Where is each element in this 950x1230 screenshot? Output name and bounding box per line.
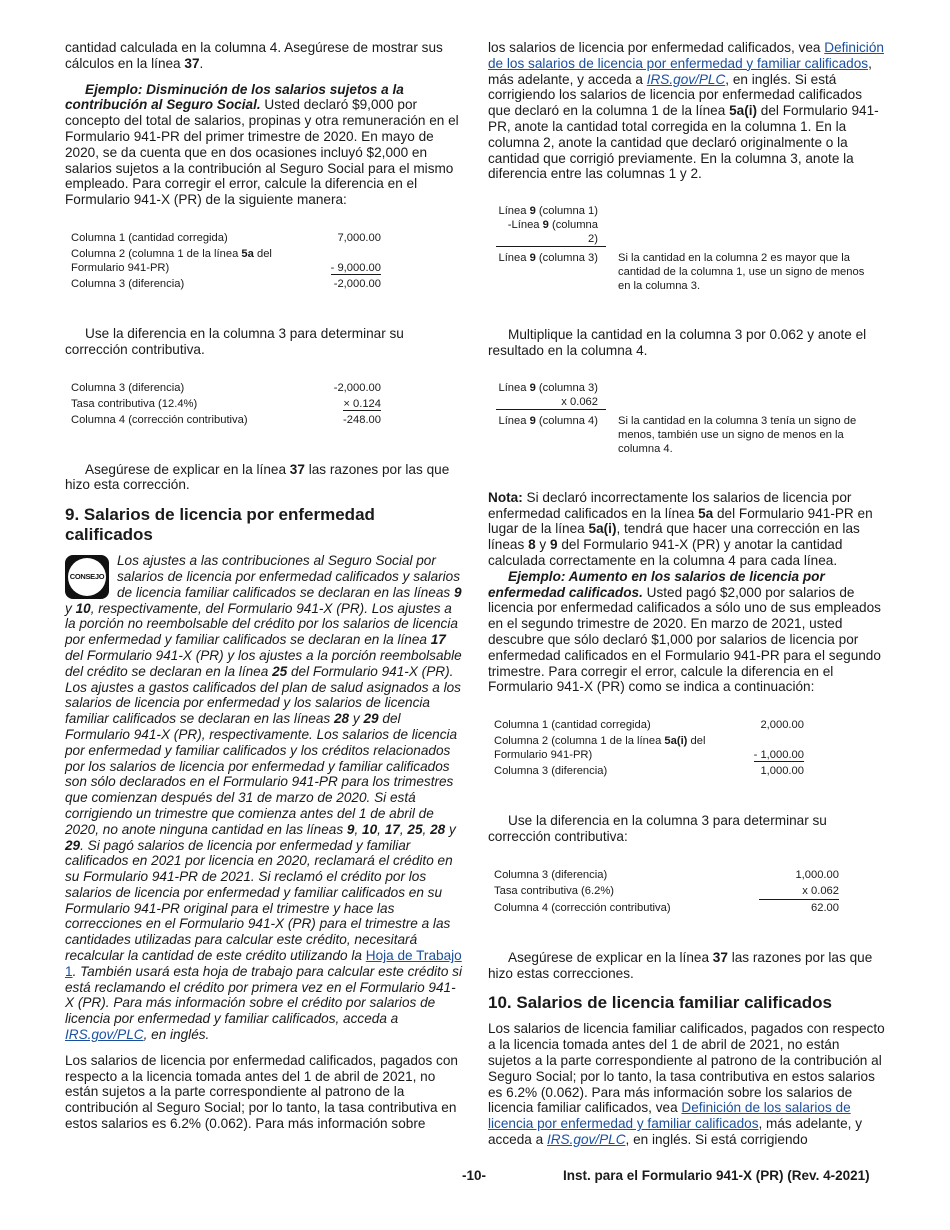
- example-decrease: Ejemplo: Disminución de los salarios sujetos a la contribución al Seguro Social. Usted declaró $9,000 por concepto del total de salarios, propinas y otra remuneración en el Formulario 941-PR del primer trimestre de 2020. En mayo de 2020, se da cuenta que en dos ocasiones incluyó $2,000 en salarios sujetos a la contribución al Seguro Social para el mismo empleado. Para corregir el error, calcule la diferencia en el Formulario 941-X (PR) de la siguiente manera:: [65, 81, 459, 208]
- table-row: Columna 3 (diferencia) -2,000.00: [71, 277, 381, 290]
- table-row: Columna 1 (cantidad corregida) 7,000.00: [71, 231, 381, 244]
- irs-plc-link[interactable]: IRS.gov/PLC: [546, 1131, 626, 1147]
- left-column: [65, 40, 462, 1132]
- table-row: Columna 2 (columna 1 de la línea 5a del Formulario 941-PR) - 9,000.00: [71, 247, 381, 274]
- right-column: [488, 40, 886, 1148]
- table-row: Columna 4 (corrección contributiva) 62.00: [494, 901, 839, 914]
- paragraph-explain-37: Asegúrese de explicar en la línea 37 las razones por las que hizo esta corrección.: [65, 461, 450, 493]
- line-9-subtraction-note: Línea 9 (columna 1) -Línea 9 (columna 2) Línea 9 (columna 3) Si la cantidad en la columna 2 es mayor que la cantidad de la columna 1, use un signo de menos en la columna 3.: [488, 204, 886, 293]
- paragraph-family-leave: Los salarios de licencia familiar calificados, pagados con respecto a la licencia tomada antes del 1 de abril de 2021, no están sujetos a la parte correspondiente al patrono de la contribución al Seguro Social; por lo tanto, la tasa contributiva en estos salarios es 6.2% (0.062). Para más información sobre los salarios de licencia familiar calificados, vea Definición de los salarios de licencia por enfermedad y familiar calificados, más adelante, y acceda a IRS.gov/PLC, en inglés. Si está corrigiendo: [488, 1021, 885, 1147]
- paragraph-sick-leave-def: los salarios de licencia por enfermedad calificados, vea Definición de los salarios de licencia por enfermedad y familiar calificados, más adelante, y acceda a IRS.gov/PLC, en inglés. Si está corrigiendo los salarios de licencia por enfermedad calificados que declaró en la columna 1 de la línea 5a(i) del Formulario 941-PR, anote la cantidad total corregida en la columna 1. En la columna 2, anote la cantidad que declaró originalmente o la cantidad que corrigió previamente. En la columna 3, anote la diferencia entre las columnas 1 y 2.: [488, 40, 884, 182]
- table-row: Columna 2 (columna 1 de la línea 5a(i) del Formulario 941-PR) - 1,000.00: [494, 735, 804, 762]
- definition-link[interactable]: Definición de los salarios de licencia por enfermedad y familiar calificados: [488, 1100, 851, 1132]
- calc-table-3: [494, 717, 804, 779]
- example-title: Ejemplo: Aumento en los salarios de licencia por enfermedad calificados.: [488, 568, 825, 600]
- table-row: Columna 3 (diferencia) 1,000.00: [494, 765, 804, 778]
- calc-table-1: [71, 230, 381, 292]
- footer-title: Inst. para el Formulario 941-X (PR) (Rev. 4-2021): [563, 1168, 870, 1183]
- irs-plc-link[interactable]: IRS.gov/PLC: [65, 1027, 144, 1043]
- tip-block: [65, 553, 462, 1043]
- worksheet-1-link[interactable]: Hoja de Trabajo 1: [65, 948, 462, 979]
- table-row: Columna 1 (cantidad corregida) 2,000.00: [494, 719, 804, 732]
- example-title: Ejemplo: Disminución de los salarios sujetos a la contribución al Seguro Social.: [65, 81, 404, 113]
- tip-icon: CONSEJO: [65, 555, 109, 599]
- paragraph-sick-leave-rate: Los salarios de licencia por enfermedad calificados, pagados con respecto a la licencia tomada antes del 1 de abril de 2021, no están sujetos a la parte correspondiente al patrono de la contribución al Seguro Social; por lo tanto, la tasa contributiva en estos salarios es 6.2% (0.062). Para más información sobre: [65, 1052, 458, 1132]
- line-9-multiply-note: Línea 9 (columna 3) x 0.062 Línea 9 (columna 4) Si la cantidad en la columna 3 tenía un signo de menos, también use un signo de menos en la columna 4.: [488, 381, 886, 456]
- paragraph-intro: cantidad calculada en la columna 4. Asegúrese de mostrar sus cálculos en la línea 37.: [65, 40, 443, 71]
- paragraph-use-difference: Use la diferencia en la columna 3 para determinar su corrección contributiva.: [65, 325, 404, 357]
- note-paragraph: Nota: Si declaró incorrectamente los salarios de licencia por enfermedad calificados en la línea 5a del Formulario 941-PR en lugar de la línea 5a(i), tendrá que hacer una corrección en las líneas 8 y 9 del Formulario 941-X (PR) y anotar la cantidad calculada correctamente en la columna 4 para cada línea.: [488, 489, 873, 568]
- paragraph-multiply: Multiplique la cantidad en la columna 3 por 0.062 y anote el resultado en la columna 4.: [488, 327, 867, 358]
- table-row: Columna 4 (corrección contributiva) -248.00: [71, 413, 381, 426]
- example-increase: Ejemplo: Aumento en los salarios de licencia por enfermedad calificados. Usted pagó $2,000 por salarios de licencia por enfermedad calificados a sólo uno de sus empleados en el segundo trimestre de 2020. En marzo de 2021, usted descubre que sólo declaró $1,000 por salarios de licencia por enfermedad calificados en el Formulario 941-PR para el segundo trimestre. Para corregir el error, calcule la diferencia en el Formulario 941-X (PR) como se indica a continuación:: [488, 568, 881, 695]
- table-row: Tasa contributiva (6.2%) x 0.062: [494, 884, 839, 898]
- table-row: Columna 3 (diferencia) 1,000.00: [494, 868, 839, 881]
- section-heading-10: 10. Salarios de licencia familiar calificados: [488, 993, 832, 1013]
- table-row: Tasa contributiva (12.4%) × 0.124: [71, 397, 381, 410]
- calc-table-2: [71, 380, 381, 428]
- irs-plc-link[interactable]: IRS.gov/PLC: [646, 71, 726, 87]
- calc-table-4: [494, 867, 839, 916]
- table-row: Columna 3 (diferencia) -2,000.00: [71, 381, 381, 394]
- paragraph-use-difference: Use la diferencia en la columna 3 para determinar su corrección contributiva:: [488, 813, 827, 844]
- section-heading-9: 9. Salarios de licencia por enfermedad calificados: [65, 505, 375, 545]
- definition-link[interactable]: Definición de los salarios de licencia por enfermedad y familiar calificados: [488, 40, 884, 71]
- paragraph-explain-37: Asegúrese de explicar en la línea 37 las razones por las que hizo estas correcciones.: [488, 949, 873, 981]
- tip-text: Los ajustes a las contribuciones al Seguro Social por salarios de licencia por enfermedad calificados y salarios de licencia familiar calificados se declaran en las líneas 9 y 10, respectivamente, del Formulario 941-X (PR). Los ajustes a la porción no reembolsable del crédito por los salarios de licencia por enfermedad y familiar calificados se declaran en la línea 17 del Formulario 941-X (PR) y los ajustes a la porción reembolsable del crédito se declaran en la línea 25 del Formulario 941-X (PR). Los ajustes a gastos calificados del plan de salud asignados a los salarios de licencia por enfermedad y los salarios de licencia familiar calificados se declaran en las líneas 28 y 29 del Formulario 941-X (PR), respectivamente. Los salarios de licencia por enfermedad y familiar calificados y los créditos relacionados por los salarios de licencia por enfermedad y familiar calificados son sólo declarados en el Formulario 941-PR para los trimestres que comienzan después del 31 de marzo de 2020. Si está corrigiendo un trimestre que comienza antes del 1 de abril de 2020, no anote ninguna cantidad en las líneas 9, 10, 17, 25, 28 y 29. Si pagó salarios de licencia por enfermedad y familiar calificados en 2021 por licencia en 2020, reclamará el crédito en su Formulario 941-PR de 2021. Si reclamó el crédito por los salarios de licencia por enfermedad y familiar calificados en su Formulario 941-PR original para el trimestre y hace las correcciones en el Formulario 941-X (PR) para el trimestre a las cantidades utilizadas para calcular este crédito, necesitará recalcular la cantidad de este crédito utilizando la Hoja de Trabajo 1. También usará esta hoja de trabajo para calcular este crédito si está reclamando el crédito por primera vez en el Formulario 941-X (PR). Para más información sobre el crédito por salarios de licencia por enfermedad y familiar calificados, acceda a IRS.gov/PLC, en inglés.: [65, 553, 462, 1043]
- page-number: -10-: [462, 1168, 487, 1183]
